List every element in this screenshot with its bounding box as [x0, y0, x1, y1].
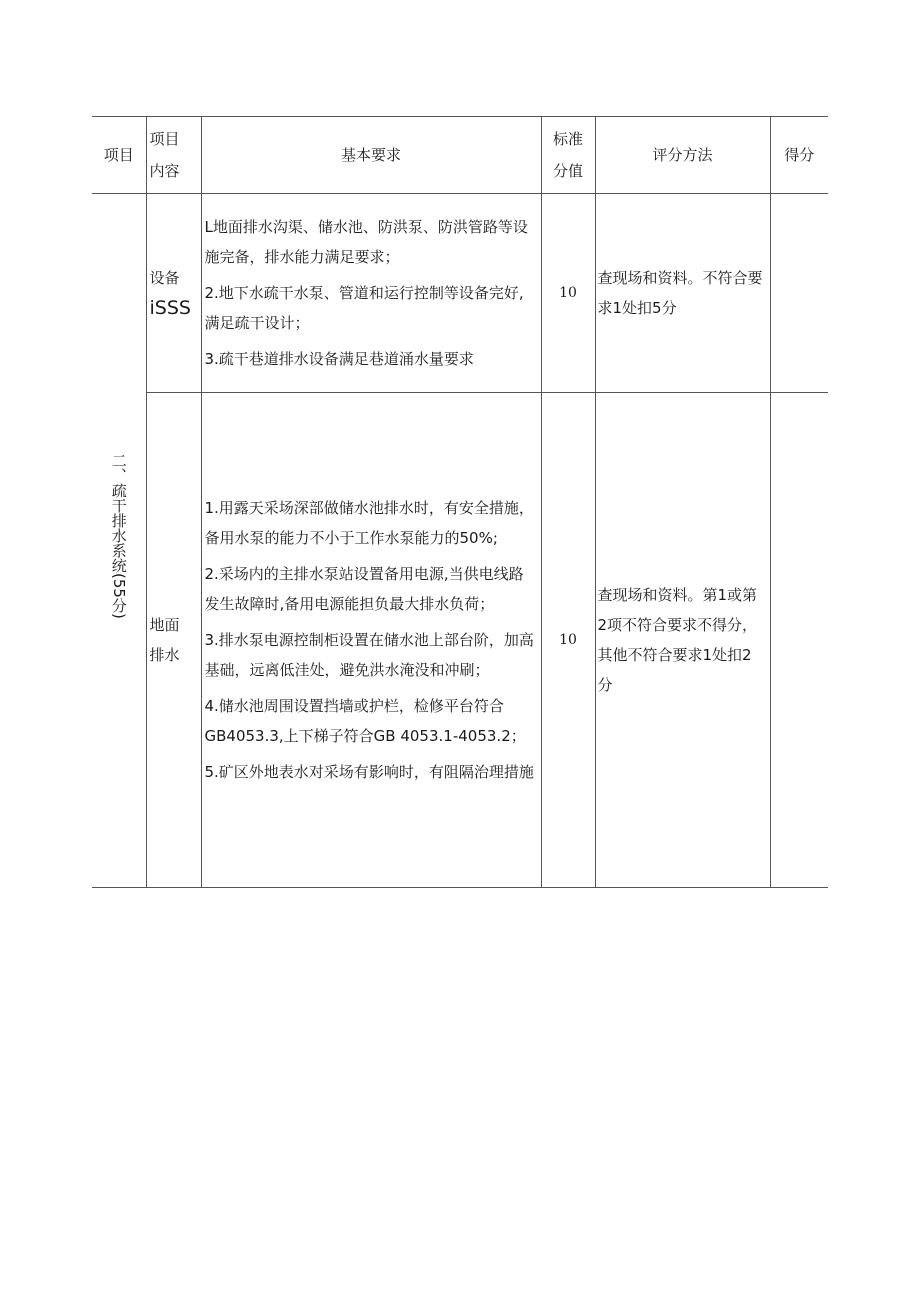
row1-content-line1: 设备 [149, 268, 180, 287]
section-label-cell [92, 194, 146, 888]
requirement-item: L地面排水沟渠、储水池、防洪泵、防洪管路等设施完备，排水能力满足要求； [204, 218, 528, 266]
row2-score [770, 393, 828, 888]
row1-method: 查现场和资料。不符合要求1处扣5分 [595, 194, 770, 393]
header-content [146, 117, 201, 194]
header-project: 项目 [92, 117, 146, 194]
document-page [92, 116, 828, 888]
header-score: 得分 [770, 117, 828, 194]
row2-content-line1: 地面 [149, 616, 180, 634]
requirement-item: 4.储水池周围设置挡墙或护栏，检修平台符合GB4053.3,上下梯子符合GB 4053.1-4053.2； [204, 697, 526, 745]
row1-content [146, 194, 201, 393]
row2-requirements [201, 393, 541, 888]
requirement-item: 5.矿区外地表水对采场有影响时，有阻隔治理措施 [204, 763, 534, 781]
requirement-item: 1.用露天采场深部做储水池排水时，有安全措施，备用水泵的能力不小于工作水泵能力的50%; [204, 499, 534, 547]
requirement-item: 3.疏干巷道排水设备满足巷道涌水量要求 [204, 350, 474, 368]
header-std-line1: 标准 [552, 130, 583, 148]
requirement-item: 3.排水泵电源控制柜设置在储水池上部台阶，加高基础，远离低洼处，避免洪水淹没和冲刷； [204, 631, 534, 679]
row1-standard-score: 10 [541, 194, 595, 393]
row2-content [146, 393, 201, 888]
row2-method: 查现场和资料。第1或第2项不符合要求不得分，其他不符合要求1处扣2分 [595, 393, 770, 888]
table-header-row [92, 117, 828, 194]
row2-standard-score: 10 [541, 393, 595, 888]
scoring-table [92, 116, 828, 888]
header-method: 评分方法 [595, 117, 770, 194]
row1-score [770, 194, 828, 393]
row1-content-line2: iSSS [149, 296, 191, 319]
section-label: 二、疏干排水系统(55分) [109, 452, 128, 619]
requirement-item: 2.地下水疏干水泵、管道和运行控制等设备完好,满足疏干设计； [204, 284, 524, 332]
header-standard-score [541, 117, 595, 194]
requirement-item: 2.采场内的主排水泵站设置备用电源,当供电线路发生故障时,备用电源能担负最大排水负荷； [204, 565, 524, 613]
row2-content-line2: 排水 [149, 646, 180, 664]
table-row [92, 194, 828, 393]
table-row [92, 393, 828, 888]
header-content-line2: 内容 [149, 162, 180, 180]
header-content-line1: 项目 [149, 130, 180, 148]
header-requirements: 基本要求 [201, 117, 541, 194]
row1-requirements [201, 194, 541, 393]
header-std-line2: 分值 [552, 162, 583, 180]
